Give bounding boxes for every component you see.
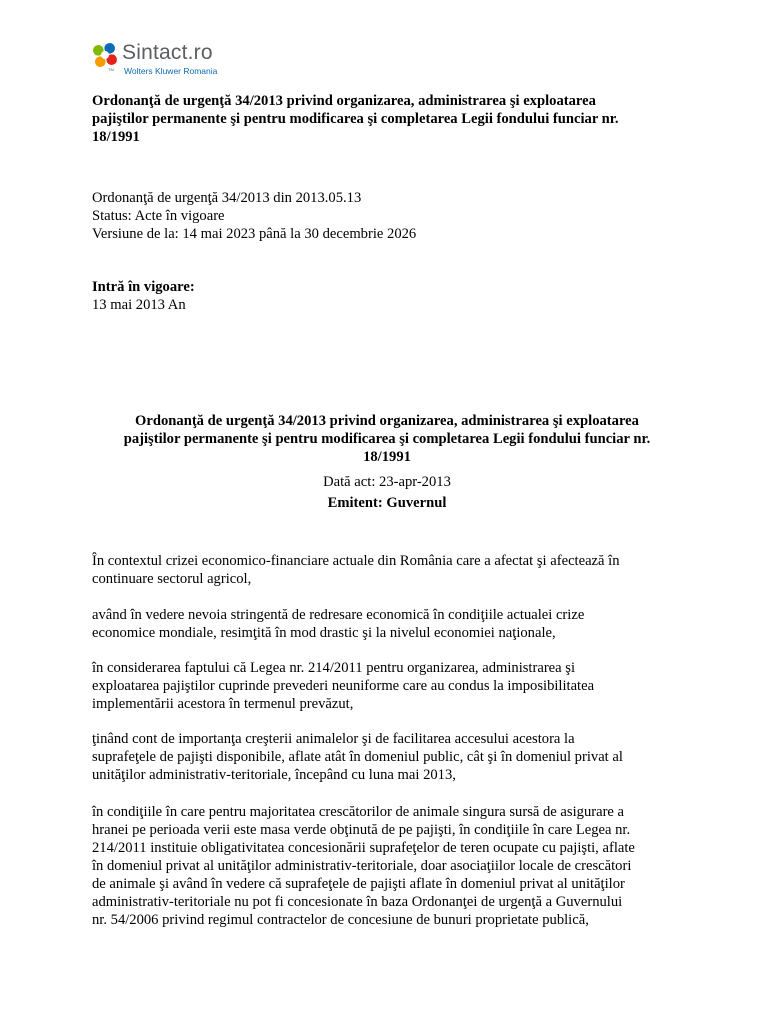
in-force-label: Intră în vigoare: xyxy=(92,279,195,295)
meta-status: Status: Acte în vigoare xyxy=(92,208,225,224)
paragraph-5: în condiţiile în care pentru majoritatea crescătorilor de animale singura sursă de asigurare a hranei pe perioada verii este masa verde obţinută de pe pajişti, în condiţiile în care Legea nr. 214/2011 instituie obligativitatea concesionării suprafeţelor de teren ocupate cu pajişti, aflate în domeniul privat al unităţilor administrativ-teritoriale, doar asociaţiilor locale de crescători de animale şi având în vedere că suprafeţele de pajişti aflate în domeniul privat al unităţilor administrativ-teritoriale nu pot fi concesionate în baza Ordonanţei de urgenţă a Guvernului nr. 54/2006 privind regimul contractelor de concesiune de bunuri proprietate publică, xyxy=(92,804,635,928)
sintact-logo xyxy=(92,42,217,76)
logo-subtitle: Wolters Kluwer Romania xyxy=(124,66,218,76)
act-date: Dată act: 23-apr-2013 xyxy=(323,474,451,490)
svg-text:TM: TM xyxy=(108,67,114,72)
meta-version: Versiune de la: 14 mai 2023 până la 30 decembrie 2026 xyxy=(92,226,417,242)
in-force-section xyxy=(92,278,682,314)
document-meta xyxy=(92,189,682,243)
paragraph-4: ţinând cont de importanţa creşterii animalelor şi de facilitarea accesului acestora la suprafeţele de pajişti disponibile, aflate atât în domeniul public, cât şi în domeniul privat al unităţilor administrativ-teritoriale, începând cu luna mai 2013, xyxy=(92,731,623,783)
act-title: Ordonanţă de urgenţă 34/2013 privind organizarea, administrarea şi exploatarea pajiştilor permanente şi pentru modificarea şi completarea Legii fondului funciar nr. 18/1991 xyxy=(123,413,651,465)
paragraph-1: În contextul crizei economico-financiare actuale din România care a afectat şi afectează în continuare sectorul agricol, xyxy=(92,553,620,587)
globe-icon xyxy=(92,42,118,72)
in-force-date: 13 mai 2013 An xyxy=(92,297,186,313)
paragraph-2: având în vedere nevoia stringentă de redresare economică în condiţiile actualei crize economice mondiale, resimţită în mod drastic şi la nivelul economiei naţionale, xyxy=(92,607,585,641)
meta-act: Ordonanţă de urgenţă 34/2013 din 2013.05.13 xyxy=(92,190,362,206)
paragraph-3: în considerarea faptului că Legea nr. 214/2011 pentru organizarea, administrarea şi exploatarea pajiştilor cuprinde prevederi neuniforme care au condus la imposibilitatea implementării acestora în termenul prevăzut, xyxy=(92,660,595,712)
logo-name: Sintact.ro xyxy=(122,41,213,64)
document-title: Ordonanţă de urgenţă 34/2013 privind organizarea, administrarea şi exploatarea pajiştilor permanente şi pentru modificarea şi completarea Legii fondului funciar nr. 18/1991 xyxy=(92,93,619,145)
act-issuer: Emitent: Guvernul xyxy=(327,495,447,511)
